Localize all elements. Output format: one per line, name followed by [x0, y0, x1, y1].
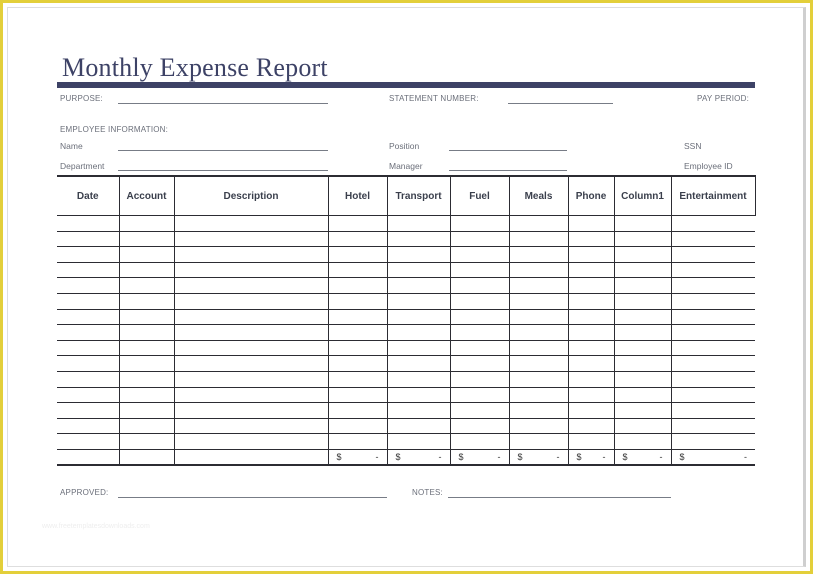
- table-cell[interactable]: [509, 387, 568, 403]
- table-cell[interactable]: [568, 387, 614, 403]
- col-header-hotel: Hotel: [328, 176, 387, 216]
- table-cell[interactable]: [614, 309, 671, 325]
- table-cell[interactable]: [328, 231, 387, 247]
- table-cell[interactable]: [614, 293, 671, 309]
- table-cell[interactable]: [174, 216, 328, 232]
- table-cell[interactable]: [568, 325, 614, 341]
- total-currency: $: [679, 451, 685, 462]
- total-cell: [387, 449, 450, 465]
- table-cell[interactable]: [568, 434, 614, 450]
- total-currency: $: [458, 451, 464, 462]
- table-cell[interactable]: [509, 340, 568, 356]
- table-cell[interactable]: [568, 231, 614, 247]
- table-cell[interactable]: [328, 325, 387, 341]
- table-row: [57, 293, 755, 309]
- expense-table: [57, 175, 756, 466]
- statement-number-field[interactable]: [508, 103, 613, 104]
- table-cell[interactable]: [174, 247, 328, 263]
- table-cell[interactable]: [328, 293, 387, 309]
- table-cell[interactable]: [387, 278, 450, 294]
- table-cell[interactable]: [450, 434, 509, 450]
- report-title: Monthly Expense Report: [62, 53, 328, 82]
- table-cell[interactable]: [450, 418, 509, 434]
- position-field[interactable]: [449, 150, 567, 151]
- table-cell[interactable]: [174, 325, 328, 341]
- table-cell[interactable]: [614, 387, 671, 403]
- department-field[interactable]: [118, 170, 328, 171]
- table-cell[interactable]: [568, 216, 614, 232]
- table-row: [57, 231, 755, 247]
- table-cell[interactable]: [450, 231, 509, 247]
- col-header-description: Description: [174, 176, 328, 216]
- table-cell[interactable]: [119, 216, 174, 232]
- table-cell[interactable]: [119, 371, 174, 387]
- purpose-label: PURPOSE:: [60, 94, 103, 103]
- col-header-phone: Phone: [568, 176, 614, 216]
- position-label: Position: [389, 141, 420, 151]
- table-cell[interactable]: [328, 356, 387, 372]
- table-cell[interactable]: [671, 387, 755, 403]
- table-cell[interactable]: [174, 340, 328, 356]
- table-cell[interactable]: [328, 371, 387, 387]
- approved-label: APPROVED:: [60, 488, 109, 497]
- statement-number-label: STATEMENT NUMBER:: [389, 94, 479, 103]
- total-currency: $: [395, 451, 401, 462]
- table-cell[interactable]: [57, 309, 119, 325]
- table-cell[interactable]: [614, 231, 671, 247]
- table-cell[interactable]: [119, 356, 174, 372]
- table-cell[interactable]: [57, 434, 119, 450]
- table-cell[interactable]: [387, 309, 450, 325]
- table-cell[interactable]: [450, 387, 509, 403]
- table-cell[interactable]: [328, 418, 387, 434]
- table-cell[interactable]: [387, 325, 450, 341]
- total-currency: $: [517, 451, 523, 462]
- table-cell[interactable]: [509, 434, 568, 450]
- table-cell[interactable]: [671, 418, 755, 434]
- table-cell[interactable]: [174, 293, 328, 309]
- table-cell: [119, 449, 174, 465]
- employee-information-label: EMPLOYEE INFORMATION:: [60, 125, 169, 134]
- totals-row: [57, 449, 755, 465]
- table-cell[interactable]: [387, 356, 450, 372]
- table-cell[interactable]: [450, 293, 509, 309]
- table-cell[interactable]: [119, 325, 174, 341]
- total-cell: [450, 449, 509, 465]
- table-cell[interactable]: [614, 216, 671, 232]
- col-header-fuel: Fuel: [450, 176, 509, 216]
- table-cell[interactable]: [671, 247, 755, 263]
- table-cell[interactable]: [174, 371, 328, 387]
- table-cell[interactable]: [57, 387, 119, 403]
- table-cell[interactable]: [671, 434, 755, 450]
- table-cell[interactable]: [450, 371, 509, 387]
- table-row: [57, 418, 755, 434]
- total-value: -: [375, 451, 379, 462]
- table-cell[interactable]: [509, 403, 568, 419]
- table-cell[interactable]: [568, 418, 614, 434]
- total-cell: [328, 449, 387, 465]
- table-cell[interactable]: [509, 356, 568, 372]
- table-cell: [57, 449, 119, 465]
- table-cell[interactable]: [450, 403, 509, 419]
- table-cell[interactable]: [57, 216, 119, 232]
- col-header-transport: Transport: [387, 176, 450, 216]
- table-cell[interactable]: [328, 247, 387, 263]
- table-cell[interactable]: [174, 309, 328, 325]
- table-cell[interactable]: [119, 403, 174, 419]
- ssn-label: SSN: [684, 141, 702, 151]
- table-row: [57, 309, 755, 325]
- table-cell[interactable]: [671, 216, 755, 232]
- table-cell[interactable]: [328, 434, 387, 450]
- table-row: [57, 340, 755, 356]
- table-cell[interactable]: [450, 356, 509, 372]
- table-cell[interactable]: [119, 418, 174, 434]
- table-cell[interactable]: [57, 325, 119, 341]
- table-cell[interactable]: [119, 340, 174, 356]
- table-row: [57, 247, 755, 263]
- table-cell[interactable]: [328, 309, 387, 325]
- table-cell[interactable]: [614, 278, 671, 294]
- table-cell[interactable]: [568, 293, 614, 309]
- total-value: -: [744, 451, 747, 462]
- table-row: [57, 325, 755, 341]
- table-cell[interactable]: [387, 371, 450, 387]
- table-cell[interactable]: [614, 371, 671, 387]
- table-cell[interactable]: [174, 418, 328, 434]
- table-cell[interactable]: [328, 278, 387, 294]
- table-cell[interactable]: [119, 434, 174, 450]
- department-label: Department: [60, 161, 105, 171]
- name-field[interactable]: [118, 150, 328, 151]
- purpose-field[interactable]: [118, 103, 328, 104]
- table-cell[interactable]: [614, 325, 671, 341]
- total-value: -: [497, 451, 501, 462]
- table-cell[interactable]: [119, 293, 174, 309]
- manager-label: Manager: [389, 161, 423, 171]
- table-cell[interactable]: [328, 216, 387, 232]
- table-cell[interactable]: [57, 356, 119, 372]
- table-cell[interactable]: [614, 403, 671, 419]
- table-cell[interactable]: [328, 387, 387, 403]
- total-value: -: [659, 451, 663, 462]
- total-currency: $: [622, 451, 628, 462]
- table-cell[interactable]: [387, 247, 450, 263]
- table-cell[interactable]: [174, 356, 328, 372]
- table-row: [57, 262, 755, 278]
- table-cell[interactable]: [450, 216, 509, 232]
- table-cell[interactable]: [450, 247, 509, 263]
- title-rule: [57, 82, 755, 88]
- table-cell[interactable]: [509, 371, 568, 387]
- table-cell[interactable]: [671, 231, 755, 247]
- manager-field[interactable]: [449, 170, 567, 171]
- table-cell[interactable]: [614, 418, 671, 434]
- table-cell[interactable]: [509, 293, 568, 309]
- table-cell[interactable]: [57, 340, 119, 356]
- table-cell[interactable]: [119, 387, 174, 403]
- table-cell[interactable]: [671, 340, 755, 356]
- notes-label: NOTES:: [412, 488, 443, 497]
- table-cell[interactable]: [671, 309, 755, 325]
- table-cell[interactable]: [450, 309, 509, 325]
- total-value: -: [438, 451, 442, 462]
- table-cell[interactable]: [568, 340, 614, 356]
- table-cell[interactable]: [450, 262, 509, 278]
- table-cell[interactable]: [450, 325, 509, 341]
- table-cell[interactable]: [174, 403, 328, 419]
- table-row: [57, 387, 755, 403]
- total-currency: $: [336, 451, 342, 462]
- table-cell[interactable]: [568, 403, 614, 419]
- table-cell[interactable]: [119, 247, 174, 263]
- table-cell[interactable]: [174, 231, 328, 247]
- table-cell[interactable]: [174, 278, 328, 294]
- table-cell[interactable]: [57, 231, 119, 247]
- table-cell[interactable]: [387, 293, 450, 309]
- table-cell[interactable]: [119, 309, 174, 325]
- approved-field[interactable]: [118, 497, 387, 498]
- pay-period-label: PAY PERIOD:: [697, 94, 749, 103]
- table-row: [57, 434, 755, 450]
- table-cell[interactable]: [671, 371, 755, 387]
- total-cell: [509, 449, 568, 465]
- table-cell[interactable]: [671, 403, 755, 419]
- table-cell[interactable]: [671, 325, 755, 341]
- table-cell[interactable]: [57, 278, 119, 294]
- table-cell[interactable]: [509, 309, 568, 325]
- table-cell[interactable]: [671, 262, 755, 278]
- total-cell: [671, 449, 755, 465]
- table-cell[interactable]: [328, 403, 387, 419]
- table-cell[interactable]: [387, 231, 450, 247]
- table-cell[interactable]: [387, 262, 450, 278]
- table-cell[interactable]: [119, 231, 174, 247]
- table-cell[interactable]: [614, 247, 671, 263]
- total-currency: $: [576, 451, 582, 462]
- table-cell[interactable]: [568, 278, 614, 294]
- table-cell[interactable]: [328, 340, 387, 356]
- total-cell: [614, 449, 671, 465]
- col-header-date: Date: [57, 176, 119, 216]
- table-cell[interactable]: [568, 262, 614, 278]
- col-header-column1: Column1: [614, 176, 671, 216]
- table-cell[interactable]: [174, 262, 328, 278]
- table-cell[interactable]: [328, 262, 387, 278]
- table-cell[interactable]: [387, 340, 450, 356]
- table-cell[interactable]: [509, 418, 568, 434]
- table-cell[interactable]: [614, 262, 671, 278]
- name-label: Name: [60, 141, 83, 151]
- table-cell[interactable]: [57, 418, 119, 434]
- total-value: -: [602, 451, 606, 462]
- table-cell[interactable]: [387, 216, 450, 232]
- table-cell[interactable]: [387, 418, 450, 434]
- table-cell[interactable]: [671, 278, 755, 294]
- table-cell[interactable]: [568, 247, 614, 263]
- table-header-row: [57, 176, 755, 216]
- notes-field[interactable]: [448, 497, 671, 498]
- col-header-account: Account: [119, 176, 174, 216]
- table-cell[interactable]: [57, 293, 119, 309]
- table-row: [57, 371, 755, 387]
- table-cell[interactable]: [509, 231, 568, 247]
- col-header-entertainment: Entertainment: [671, 176, 755, 216]
- table-row: [57, 403, 755, 419]
- table-cell[interactable]: [614, 434, 671, 450]
- table-cell[interactable]: [450, 340, 509, 356]
- employee-id-label: Employee ID: [684, 161, 733, 171]
- table-cell[interactable]: [509, 216, 568, 232]
- watermark-text: www.freetemplatesdownloads.com: [42, 523, 150, 530]
- table-cell[interactable]: [119, 278, 174, 294]
- table-cell[interactable]: [174, 434, 328, 450]
- col-header-meals: Meals: [509, 176, 568, 216]
- table-cell[interactable]: [568, 371, 614, 387]
- table-cell[interactable]: [568, 309, 614, 325]
- table-cell[interactable]: [57, 403, 119, 419]
- table-cell[interactable]: [509, 247, 568, 263]
- total-value: -: [556, 451, 560, 462]
- table-cell[interactable]: [57, 371, 119, 387]
- table-cell[interactable]: [568, 356, 614, 372]
- table-cell[interactable]: [671, 293, 755, 309]
- table-cell[interactable]: [57, 262, 119, 278]
- table-row: [57, 216, 755, 232]
- table-cell[interactable]: [614, 340, 671, 356]
- table-cell[interactable]: [387, 434, 450, 450]
- table-cell[interactable]: [387, 403, 450, 419]
- table-cell[interactable]: [671, 356, 755, 372]
- table-cell[interactable]: [509, 262, 568, 278]
- table-cell[interactable]: [450, 278, 509, 294]
- table-cell[interactable]: [387, 387, 450, 403]
- table-cell[interactable]: [509, 325, 568, 341]
- table-row: [57, 278, 755, 294]
- table-cell[interactable]: [57, 247, 119, 263]
- table-cell[interactable]: [119, 262, 174, 278]
- table-row: [57, 356, 755, 372]
- table-cell: [174, 449, 328, 465]
- table-cell[interactable]: [509, 278, 568, 294]
- table-cell[interactable]: [614, 356, 671, 372]
- table-cell[interactable]: [174, 387, 328, 403]
- total-cell: [568, 449, 614, 465]
